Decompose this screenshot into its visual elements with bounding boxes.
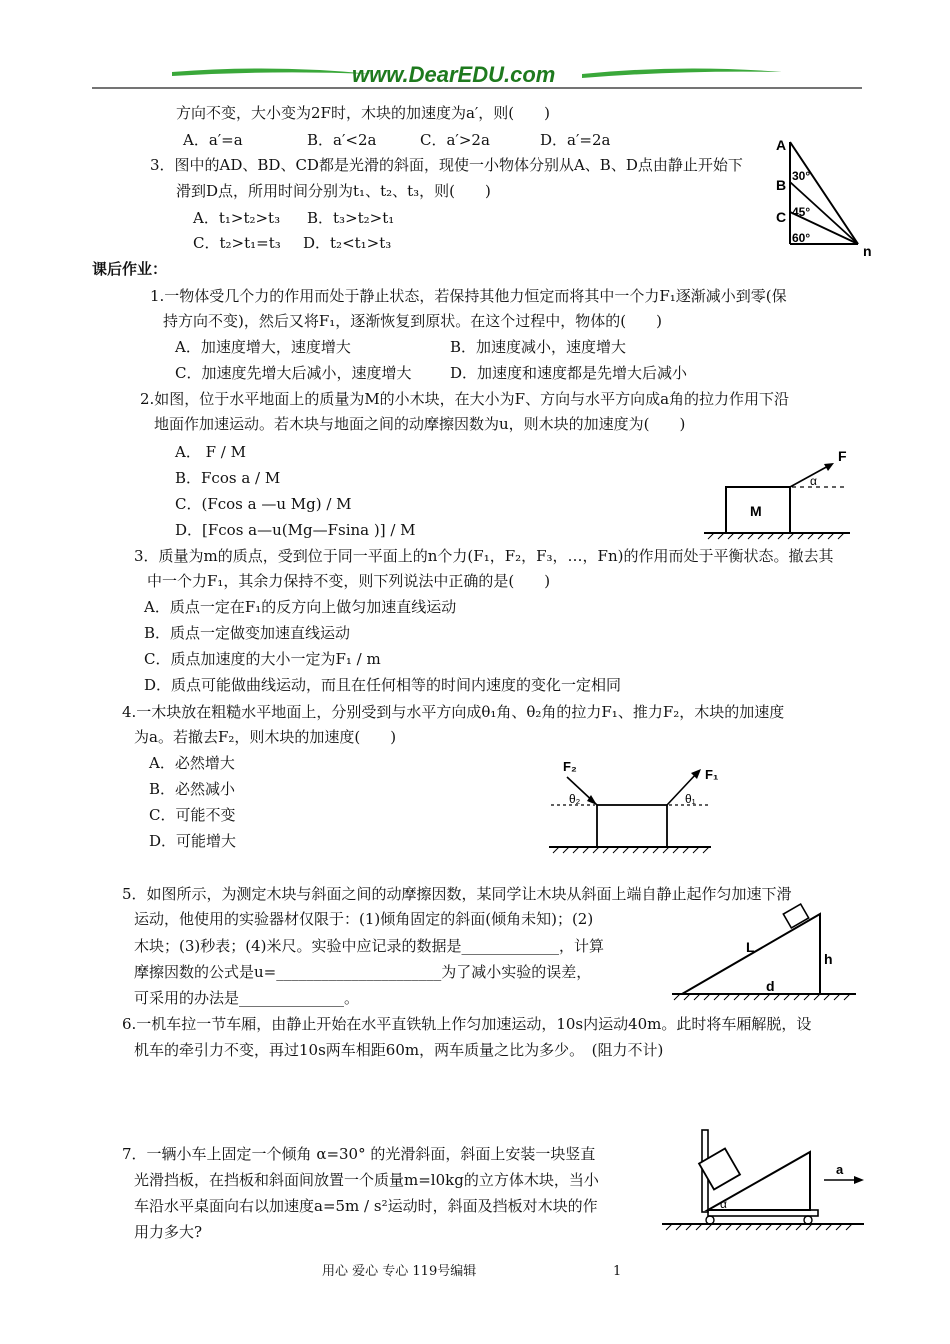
q3-option-d: D．质点可能做曲线运动，而且在任何相等的时间内速度的变化一定相同 [144,676,622,694]
prev-option-c: C．a′>2a [420,131,490,149]
q4-line2: 为a。若撤去F₂，则木块的加速度( ) [134,728,397,746]
fig-label-l: L [746,939,755,955]
q2-line2: 地面作加速运动。若木块与地面之间的动摩擦因数为u，则木块的加速度为( ) [154,415,686,433]
fig-label-d: d [766,978,775,994]
fig-angle-60: 60° [792,231,811,245]
q-prev3-option-c: C．t₂>t₁=t₃ [193,234,281,252]
prev-option-a: A．a′=a [183,131,243,149]
q5-line4: 摩擦因数的公式是u=______________________为了减小实验的误差， [134,963,592,981]
q4-option-b: B．必然减小 [149,780,236,798]
block-figure [700,445,860,540]
q7-line2: 光滑挡板，在挡板和斜面间放置一个质量m=l0kg的立方体木块，当小 [134,1171,599,1189]
q4-line1: 4.一木块放在粗糙水平地面上，分别受到与水平方向成θ₁角、θ₂角的拉力F₁、推力F₂，木块的加速度 [122,703,785,721]
cart-figure [660,1122,866,1232]
q7-line3: 车沿水平桌面向右以加速度a=5m / s²运动时，斜面及挡板对木块的作 [134,1197,598,1215]
q1-option-b: B．加速度减小，速度增大 [450,338,627,356]
q1-line2: 持方向不变)，然后又将F₁，逐渐恢复到原状。在这个过程中，物体的( ) [163,312,662,330]
page-number: 1 [613,1264,622,1279]
q4-option-c: C．可能不变 [149,806,236,824]
prev-option-d: D．a′=2a [540,131,611,149]
fig-label-n: n [863,243,872,259]
q-prev3-option-b: B．t₃>t₂>t₁ [307,209,395,227]
q1-line1: 1.一物体受几个力的作用而处于静止状态，若保持其他力恒定而将其中一个力F₁逐渐减小到零(保 [150,287,787,305]
q2-option-a: A． F / M [175,443,246,461]
incline-figure [670,900,860,1000]
q3-option-c: C．质点加速度的大小一定为F₁ / m [144,650,381,668]
inclines-figure [770,137,880,260]
q7-line4: 用力多大? [134,1223,203,1241]
q3-option-a: A．质点一定在F₁的反方向上做匀加速直线运动 [144,598,457,616]
fig-label-theta2: θ₂ [569,792,581,806]
fig-label-alpha: α [810,474,817,488]
q2-option-c: C．(Fcos a —u Mg) / M [175,495,352,513]
prev-line1: 方向不变，大小变为2F时，木块的加速度为a′，则( ) [176,104,551,122]
q1-option-d: D．加速度和速度都是先增大后减小 [450,364,688,382]
fig-label-m: M [750,503,762,519]
logo-text: www.DearEDU.com [352,62,556,87]
q3-line1: 3．质量为m的质点，受到位于同一平面上的n个力(F₁，F₂，F₃，…，Fn)的作用而处于平衡状态。撤去其 [134,547,834,565]
fig-label-b: B [776,177,787,193]
q1-option-a: A．加速度增大，速度增大 [175,338,351,356]
q2-option-b: B．Fcos a / M [175,469,281,487]
q-prev3-line2: 滑到D点，所用时间分别为t₁、t₂、t₃，则( ) [176,182,491,200]
q2-line1: 2.如图，位于水平地面上的质量为M的小木块，在大小为F、方向与水平方向成a角的拉力作用下沿 [140,390,790,408]
fig-label-alpha: α [720,1197,727,1211]
footer-text: 用心 爱心 专心 119号编辑 [322,1264,477,1279]
q5-line1: 5．如图所示，为测定木块与斜面之间的动摩擦因数，某同学让木块从斜面上端自静止起作匀加速下滑 [122,885,792,903]
fig-label-c: C [776,209,787,225]
fig-label-f2: F₂ [563,759,577,774]
homework-title: 课后作业： [92,260,168,278]
q5-line5: 可采用的办法是______________。 [134,989,360,1007]
fig-angle-45: 45° [792,205,811,219]
q4-option-a: A．必然增大 [149,754,235,772]
q-prev3-option-d: D．t₂<t₁>t₃ [303,234,392,252]
prev-option-b: B．a′<2a [307,131,377,149]
two-force-figure [545,757,719,857]
fig-angle-30: 30° [792,169,811,183]
q5-line3: 木块；(3)秒表；(4)米尺。实验中应记录的数据是_____________，计算 [134,937,604,955]
q1-option-c: C．加速度先增大后减小，速度增大 [175,364,412,382]
q6-line2: 机车的牵引力不变，再过10s两车相距60m，两车质量之比为多少。 (阻力不计) [134,1041,664,1059]
q6-line1: 6.一机车拉一节车厢，由静止开始在水平直铁轨上作匀加速运动，10s内运动40m。此时将车厢解脱，设 [122,1015,812,1033]
fig-label-f: F [838,448,847,464]
fig-label-a: A [776,137,787,153]
fig-label-f1: F₁ [705,767,719,782]
fig-label-h: h [824,951,833,967]
fig-label-a: a [836,1162,844,1177]
fig-label-theta1: θ₁ [685,792,696,806]
q7-line1: 7．一辆小车上固定一个倾角 α=30° 的光滑斜面，斜面上安装一块竖直 [122,1145,596,1163]
q3-line2: 中一个力F₁，其余力保持不变，则下列说法中正确的是( ) [147,572,551,590]
q5-line2: 运动，他使用的实验器材仅限于：(1)倾角固定的斜面(倾角未知)；(2) [134,910,594,928]
q4-option-d: D．可能增大 [149,832,237,850]
q-prev3-line1: 3．图中的AD、BD、CD都是光滑的斜面，现使一小物体分别从A、B、D点由静止开始下 [150,156,743,174]
q3-option-b: B．质点一定做变加速直线运动 [144,624,351,642]
q-prev3-option-a: A．t₁>t₂>t₃ [193,209,281,227]
q2-option-d: D．[Fcos a—u(Mg—Fsina )] / M [175,521,416,539]
